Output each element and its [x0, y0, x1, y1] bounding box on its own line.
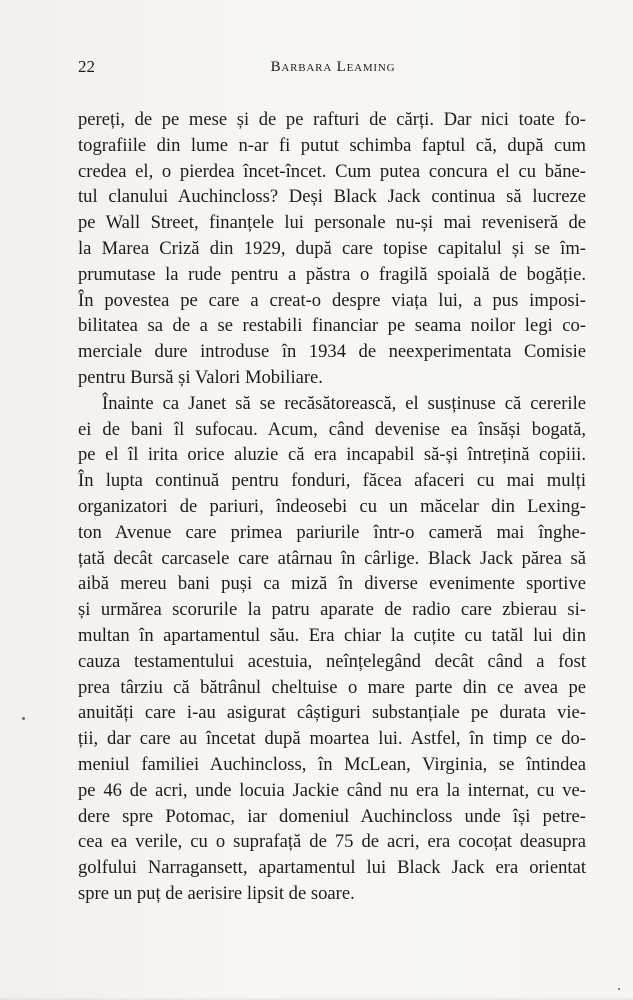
- text-line: și urmărea scorurile la patru aparate de radio care zbierau si-: [78, 599, 586, 621]
- text-line: pe 46 de acri, unde locuia Jackie când nu era la internat, cu ve-: [78, 779, 586, 801]
- text-line: pe Wall Street, finanțele lui personale nu-și mai reveniseră de: [78, 212, 586, 234]
- text-line: dere spre Potomac, iar domeniul Auchincloss unde își petre-: [78, 805, 586, 827]
- paragraph-1: [78, 107, 586, 391]
- text-line: aibă mereu bani puși ca miză în diverse evenimente sportive: [78, 573, 586, 595]
- text-line: ții, dar care au încetat după moartea lui. Astfel, în timp ce do-: [78, 728, 586, 750]
- page-number: 22: [78, 57, 95, 76]
- text-line: În povestea pe care a creat-o despre viața lui, a pus imposi-: [78, 289, 586, 311]
- text-line: tografiile din lume n-ar fi putut schimba faptul că, după cum: [78, 134, 586, 156]
- scan-speck: [618, 988, 620, 990]
- text-line: multan în apartamentul său. Era chiar la cuțite cu tatăl lui din: [78, 624, 586, 646]
- running-head: Barbara Leaming: [270, 59, 396, 75]
- text-line: golfului Narragansett, apartamentul lui Black Jack era orientat: [78, 857, 586, 879]
- text-line: Înainte ca Janet să se recăsătorească, el susținuse că cererile: [102, 392, 586, 414]
- text-line: pereți, de pe mese și de pe rafturi de cărți. Dar nici toate fo-: [78, 109, 586, 130]
- text-line: cea ea verile, cu o suprafață de 75 de acri, era cocoțat deasupra: [78, 831, 586, 853]
- text-line: tul clanului Auchincloss? Deși Black Jack continua să lucreze: [78, 186, 586, 208]
- text-line: pe el îl irita orice aluzie că era incapabil să-și întrețină copiii.: [78, 444, 586, 466]
- text-line: pentru Bursă și Valori Mobiliare.: [78, 366, 323, 388]
- text-line: cauza testamentului acestuia, neînțelegând decât când a fost: [78, 650, 586, 672]
- text-line: bilitatea sa de a se restabili financiar pe seama noilor legi co-: [78, 315, 586, 337]
- text-line: organizatori de pariuri, îndeosebi cu un măcelar din Lexing-: [78, 495, 586, 517]
- text-line: merciale dure introduse în 1934 de neexperimentata Comisie: [78, 341, 586, 363]
- text-line: la Marea Criză din 1929, după care topise capitalul și se îm-: [78, 237, 586, 259]
- page-header: [78, 56, 588, 78]
- scan-speck: [22, 717, 25, 720]
- text-line: ei de bani îl sufocau. Acum, când devenise ea însăși bogată,: [78, 418, 586, 440]
- paragraph-2: [78, 391, 586, 907]
- text-line: spre un puț de aerisire lipsit de soare.: [78, 882, 355, 904]
- text-line: prumutase la rude pentru a păstra o fragilă spoială de bogăție.: [78, 263, 586, 285]
- body-text: [78, 107, 586, 907]
- text-line: prea târziu că bătrânul cheltuise o mare parte din ce avea pe: [78, 676, 586, 698]
- text-line: anuități care i-au asigurat câștiguri substanțiale pe durata vie-: [78, 702, 586, 724]
- text-line: meniul familiei Auchincloss, în McLean, Virginia, se întindea: [78, 753, 586, 775]
- text-line: ton Avenue care primea pariurile într-o cameră mai înghe-: [78, 521, 586, 543]
- text-line: În lupta continuă pentru fonduri, făcea afaceri cu mai mulți: [78, 470, 586, 492]
- text-line: credea el, o pierdea încet-încet. Cum putea concura el cu băne-: [78, 160, 586, 182]
- text-line: țată decât carcasele care atârnau în cârlige. Black Jack părea să: [78, 547, 586, 569]
